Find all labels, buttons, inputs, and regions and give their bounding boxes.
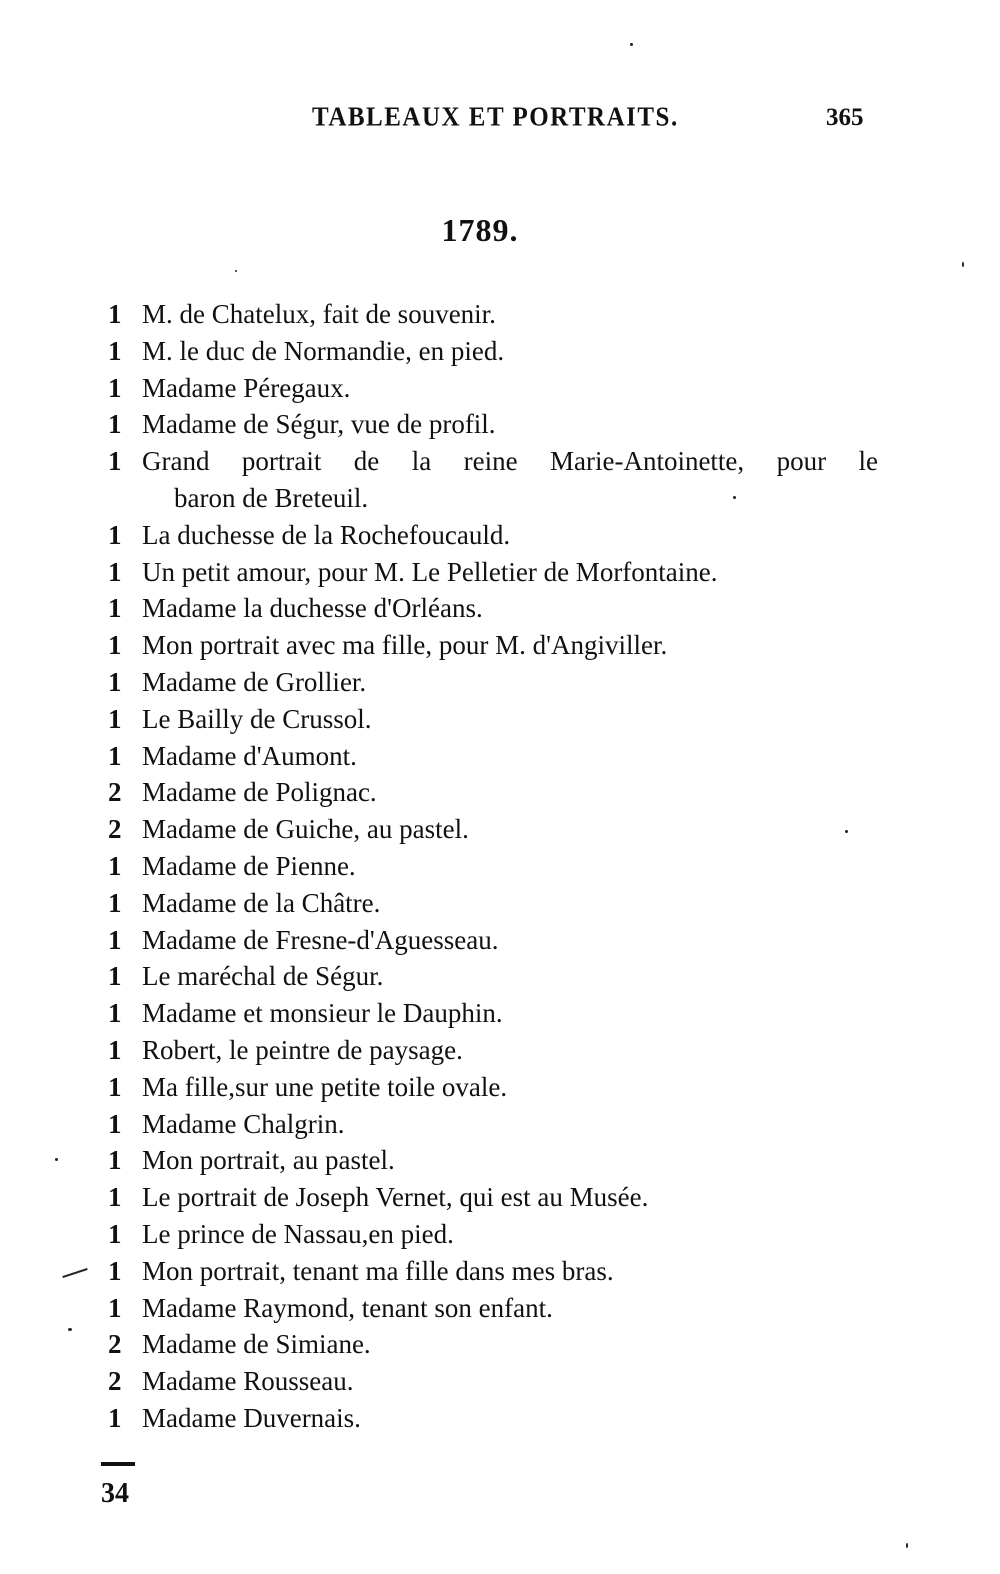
list-item [108,958,878,995]
entry-count: 1 [108,1218,122,1249]
entry-title: Madame d'Aumont. [142,740,357,771]
list-item [108,627,878,664]
entry-count: 1 [108,1292,122,1323]
entry-title: Madame et monsieur le Dauphin. [142,998,503,1029]
entry-title: Mon portrait avec ma fille, pour M. d'Angiviller. [142,630,668,661]
list-item [108,1069,878,1106]
entry-count: 1 [108,1071,122,1102]
entry-count: 2 [108,1366,122,1397]
entry-count: 2 [108,777,122,808]
entry-title: Madame de Fresne-d'Aguesseau. [142,924,499,955]
list-item [108,1326,878,1363]
entry-count: 2 [108,814,122,845]
entry-count: 1 [108,519,122,550]
running-header [0,100,1000,144]
scan-speck [845,830,848,833]
list-item [108,370,878,407]
entry-title: Madame Chalgrin. [142,1108,345,1139]
entry-count: 1 [108,961,122,992]
list-item [108,1142,878,1179]
list-item [108,664,878,701]
entry-count: 1 [108,666,122,697]
entry-count: 1 [108,1402,122,1433]
entry-count: 1 [108,998,122,1029]
list-item [108,554,878,591]
entry-title: Madame Duvernais. [142,1402,361,1433]
list-item [108,738,878,775]
running-title: TABLEAUX ET PORTRAITS. [312,102,679,133]
list-item [108,1363,878,1400]
entry-title-continuation: baron de Breteuil. [174,482,369,513]
entry-title: Madame de Pienne. [142,850,356,881]
entry-title: Madame Raymond, tenant son enfant. [142,1292,553,1323]
entry-count: 1 [108,1108,122,1139]
scan-speck [906,1543,908,1548]
list-item [108,811,878,848]
entry-title: Madame de Grollier. [142,666,367,697]
entry-count: 1 [108,703,122,734]
entry-title: Madame de Guiche, au pastel. [142,814,469,845]
list-item [108,922,878,959]
page-number: 365 [826,104,864,131]
list-item [108,774,878,811]
scan-speck [962,262,964,267]
list-item [108,590,878,627]
portrait-list [108,296,878,1437]
list-item [108,333,878,370]
entry-title: Madame Rousseau. [142,1366,354,1397]
entry-title: Le prince de Nassau,en pied. [142,1218,454,1249]
entry-title: Madame de Simiane. [142,1329,371,1360]
entry-count: 1 [108,1145,122,1176]
entry-title: Le portrait de Joseph Vernet, qui est au Musée. [142,1182,649,1213]
entry-title: Robert, le peintre de paysage. [142,1034,463,1065]
scan-speck [55,1158,58,1161]
list-item [108,701,878,738]
entry-title: Mon portrait, tenant ma fille dans mes bras. [142,1255,614,1286]
entry-title: Le maréchal de Ségur. [142,961,384,992]
entry-count: 1 [108,740,122,771]
entry-title: Madame Péregaux. [142,372,351,403]
entry-count: 1 [108,556,122,587]
entry-title: Madame de la Châtre. [142,887,381,918]
entry-count: 1 [108,630,122,661]
scan-speck [68,1328,72,1331]
scan-speck [733,496,736,499]
list-item [108,1179,878,1216]
entry-count: 1 [108,1255,122,1286]
year-heading: 1789. [441,212,519,248]
entry-title [142,443,878,517]
entry-title: M. le duc de Normandie, en pied. [142,335,505,366]
signature-mark: 34 [101,1478,129,1509]
entry-title-line: Grand portrait de la reine Marie-Antoinette, pour le [142,446,878,477]
entry-title: M. de Chatelux, fait de souvenir. [142,299,496,329]
list-item [108,1290,878,1327]
entry-count: 1 [108,335,122,366]
entry-count: 1 [108,887,122,918]
entry-count: 1 [108,299,122,329]
scan-speck [630,43,633,46]
footer-rule [101,1462,135,1466]
list-item [108,1106,878,1143]
list-item [108,406,878,443]
entry-title: Le Bailly de Crussol. [142,703,372,734]
entry-title: Mon portrait, au pastel. [142,1145,395,1176]
list-item [108,443,878,517]
list-item [108,1032,878,1069]
list-item [108,995,878,1032]
entry-count: 1 [108,924,122,955]
entry-count: 2 [108,1329,122,1360]
list-item [108,885,878,922]
entry-title: Ma fille,sur une petite toile ovale. [142,1071,508,1102]
list-item [108,296,878,333]
entry-count: 1 [108,372,122,403]
entry-title: Madame la duchesse d'Orléans. [142,593,483,624]
entry-count: 1 [108,850,122,881]
entry-title: Madame de Polignac. [142,777,377,808]
entry-count: 1 [108,1034,122,1065]
scan-speck [235,270,237,272]
entry-count: 1 [108,1182,122,1213]
entry-title: La duchesse de la Rochefoucauld. [142,519,511,550]
list-item [108,848,878,885]
list-item [108,517,878,554]
entry-title: Madame de Ségur, vue de profil. [142,409,496,440]
list-item [108,1400,878,1437]
list-item [108,1253,878,1290]
entry-title: Un petit amour, pour M. Le Pelletier de Morfontaine. [142,556,718,587]
entry-count: 1 [108,593,122,624]
margin-mark [62,1268,87,1278]
entry-count: 1 [108,446,122,477]
list-item [108,1216,878,1253]
entry-count: 1 [108,409,122,440]
